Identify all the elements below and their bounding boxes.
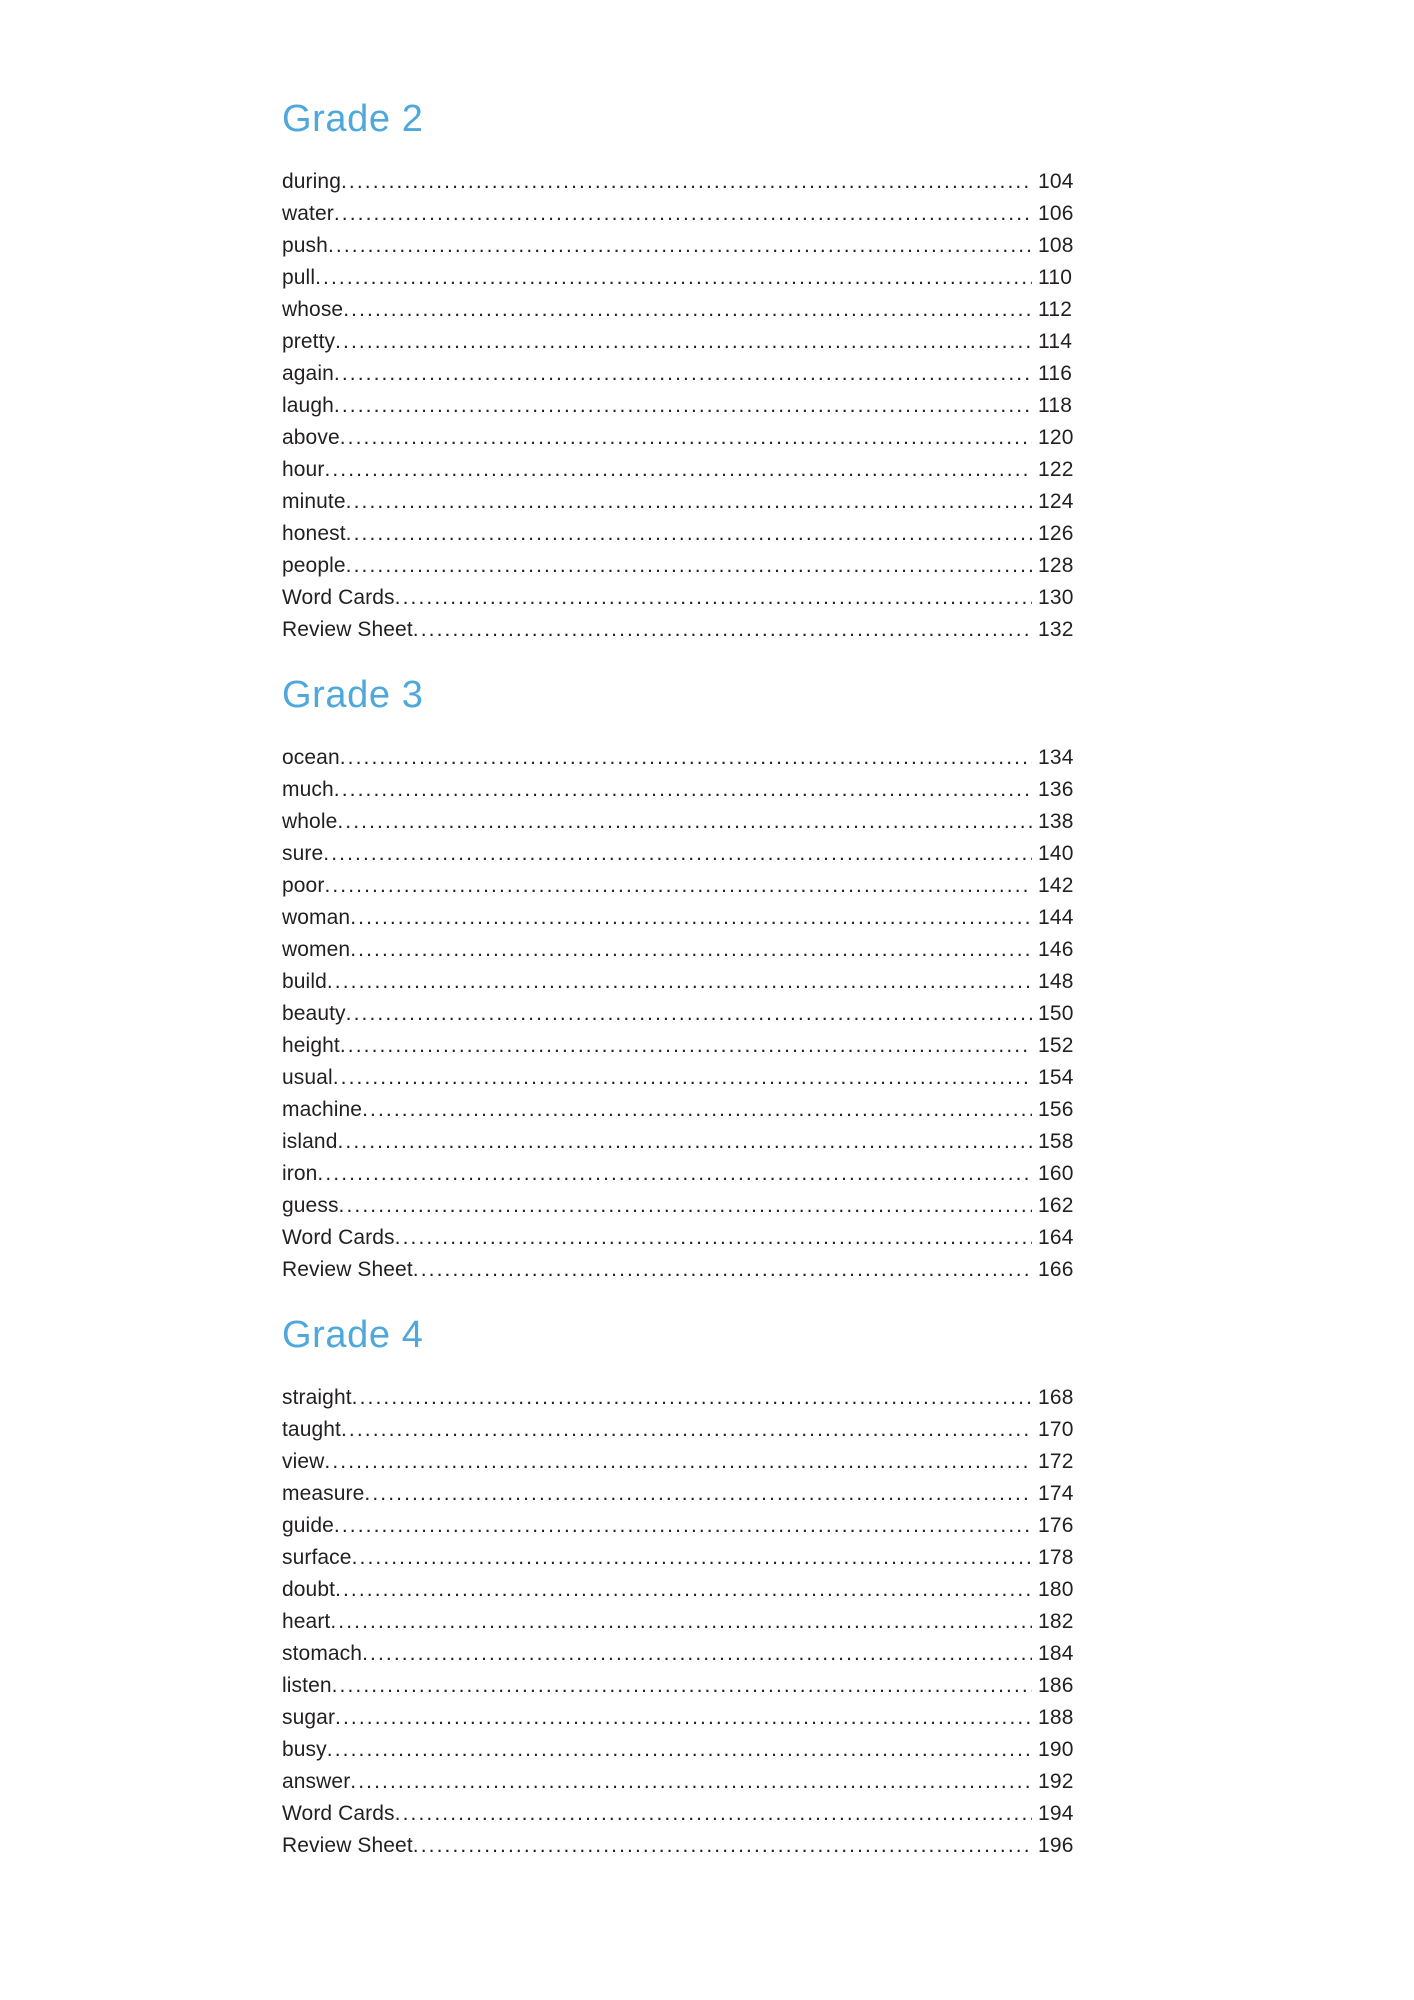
- dot-leader: [413, 619, 1032, 640]
- entry-label: Word Cards: [282, 1226, 395, 1249]
- entry-label: much: [282, 778, 334, 801]
- entry-page-number: 118: [1038, 394, 1073, 417]
- entry-label: straight: [282, 1386, 352, 1409]
- toc-entry[interactable]: [282, 1408, 1084, 1440]
- entry-page-number: 140: [1038, 842, 1074, 865]
- entry-label: measure: [282, 1482, 365, 1505]
- entry-page-number: 186: [1038, 1674, 1074, 1697]
- toc-entry[interactable]: [282, 1184, 1084, 1216]
- entry-label: guide: [282, 1514, 334, 1537]
- entry-page-number: 128: [1038, 554, 1074, 577]
- entry-label: busy: [282, 1738, 327, 1761]
- section-title: Grade 4: [282, 1314, 424, 1356]
- entry-label: machine: [282, 1098, 363, 1121]
- entry-page-number: 136: [1038, 778, 1074, 801]
- dot-leader: [317, 1163, 1032, 1184]
- entry-page-number: 174: [1038, 1482, 1074, 1505]
- entry-page-number: 120: [1038, 426, 1074, 449]
- entry-page-number: 168: [1038, 1386, 1074, 1409]
- toc-entry[interactable]: [282, 768, 1084, 800]
- entry-page-number: 182: [1038, 1610, 1074, 1633]
- toc-entry[interactable]: [282, 192, 1084, 224]
- dot-leader: [315, 267, 1032, 288]
- entry-page-number: 170: [1038, 1418, 1074, 1441]
- entry-label: laugh: [282, 394, 334, 417]
- entry-label: surface: [282, 1546, 352, 1569]
- toc-entry[interactable]: [282, 480, 1084, 512]
- dot-leader: [341, 171, 1032, 192]
- entry-page-number: 144: [1038, 906, 1074, 929]
- entry-page-number: 178: [1038, 1546, 1074, 1569]
- dot-leader: [335, 1579, 1032, 1600]
- toc-section: [282, 676, 1084, 1280]
- entry-page-number: 134: [1038, 746, 1074, 769]
- entry-label: Review Sheet: [282, 618, 413, 641]
- toc-entry[interactable]: [282, 608, 1084, 640]
- entry-label: island: [282, 1130, 338, 1153]
- entry-page-number: 138: [1038, 810, 1074, 833]
- dot-leader: [324, 875, 1032, 896]
- entry-page-number: 192: [1038, 1770, 1074, 1793]
- toc-entry[interactable]: [282, 896, 1084, 928]
- dot-leader: [350, 939, 1032, 960]
- toc-entry[interactable]: [282, 1472, 1084, 1504]
- section-title: Grade 2: [282, 98, 424, 140]
- dot-leader: [334, 395, 1032, 416]
- dot-leader: [350, 1771, 1032, 1792]
- entry-label: above: [282, 426, 340, 449]
- entry-list: [282, 1376, 1084, 1856]
- toc-entry[interactable]: [282, 1792, 1084, 1824]
- entry-label: pretty: [282, 330, 336, 353]
- dot-leader: [340, 427, 1032, 448]
- toc-entry[interactable]: [282, 544, 1084, 576]
- toc-entry[interactable]: [282, 1120, 1084, 1152]
- dot-leader: [362, 1099, 1032, 1120]
- dot-leader: [364, 1483, 1032, 1504]
- toc-entry[interactable]: [282, 1504, 1084, 1536]
- entry-label: iron: [282, 1162, 318, 1185]
- toc-entry[interactable]: [282, 832, 1084, 864]
- toc-entry[interactable]: [282, 1024, 1084, 1056]
- dot-leader: [343, 299, 1032, 320]
- section-title: Grade 3: [282, 674, 424, 716]
- dot-leader: [413, 1259, 1032, 1280]
- entry-page-number: 188: [1038, 1706, 1074, 1729]
- dot-leader: [324, 1451, 1032, 1472]
- entry-label: stomach: [282, 1642, 363, 1665]
- dot-leader: [335, 1707, 1032, 1728]
- entry-label: answer: [282, 1770, 351, 1793]
- entry-page-number: 158: [1038, 1130, 1074, 1153]
- entry-page-number: 148: [1038, 970, 1074, 993]
- toc-entry[interactable]: [282, 1056, 1084, 1088]
- entry-label: doubt: [282, 1578, 336, 1601]
- dot-leader: [339, 1195, 1032, 1216]
- entry-page-number: 122: [1038, 458, 1074, 481]
- toc-entry[interactable]: [282, 800, 1084, 832]
- toc-entry[interactable]: [282, 1760, 1084, 1792]
- entry-label: Review Sheet: [282, 1834, 413, 1857]
- entry-label: water: [282, 202, 334, 225]
- entry-label: hour: [282, 458, 325, 481]
- entry-page-number: 108: [1038, 234, 1074, 257]
- entry-page-number: 124: [1038, 490, 1074, 513]
- entry-label: Word Cards: [282, 586, 395, 609]
- dot-leader: [323, 843, 1032, 864]
- dot-leader: [346, 1003, 1032, 1024]
- entry-page-number: 146: [1038, 938, 1074, 961]
- toc-entry[interactable]: [282, 256, 1084, 288]
- toc-entry[interactable]: [282, 1536, 1084, 1568]
- entry-page-number: 114: [1038, 330, 1073, 353]
- entry-list: [282, 160, 1084, 640]
- dot-leader: [346, 491, 1032, 512]
- entry-label: heart: [282, 1610, 331, 1633]
- dot-leader: [334, 203, 1032, 224]
- entry-page-number: 162: [1038, 1194, 1074, 1217]
- entry-page-number: 164: [1038, 1226, 1074, 1249]
- dot-leader: [328, 235, 1032, 256]
- entry-list: [282, 736, 1084, 1280]
- toc-sections: [282, 100, 1084, 1856]
- entry-label: sugar: [282, 1706, 336, 1729]
- dot-leader: [395, 1227, 1032, 1248]
- entry-page-number: 156: [1038, 1098, 1074, 1121]
- dot-leader: [335, 331, 1032, 352]
- entry-label: people: [282, 554, 346, 577]
- toc-entry[interactable]: [282, 864, 1084, 896]
- dot-leader: [337, 811, 1032, 832]
- entry-label: beauty: [282, 1002, 346, 1025]
- toc-entry[interactable]: [282, 1600, 1084, 1632]
- entry-label: whole: [282, 810, 338, 833]
- dot-leader: [341, 1419, 1032, 1440]
- entry-label: taught: [282, 1418, 341, 1441]
- entry-label: usual: [282, 1066, 333, 1089]
- toc-entry[interactable]: [282, 960, 1084, 992]
- toc-entry[interactable]: [282, 992, 1084, 1024]
- toc-entry[interactable]: [282, 288, 1084, 320]
- toc-entry[interactable]: [282, 320, 1084, 352]
- toc-entry[interactable]: [282, 928, 1084, 960]
- toc-entry[interactable]: [282, 1088, 1084, 1120]
- entry-page-number: 180: [1038, 1578, 1074, 1601]
- toc-entry[interactable]: [282, 1152, 1084, 1184]
- entry-label: Review Sheet: [282, 1258, 413, 1281]
- entry-label: whose: [282, 298, 344, 321]
- entry-label: woman: [282, 906, 351, 929]
- entry-label: listen: [282, 1674, 332, 1697]
- toc-entry[interactable]: [282, 416, 1084, 448]
- toc-entry[interactable]: [282, 1664, 1084, 1696]
- toc-entry[interactable]: [282, 576, 1084, 608]
- dot-leader: [346, 523, 1032, 544]
- entry-page-number: 130: [1038, 586, 1074, 609]
- toc-entry[interactable]: [282, 1632, 1084, 1664]
- entry-page-number: 106: [1038, 202, 1074, 225]
- toc-entry[interactable]: [282, 448, 1084, 480]
- toc-entry[interactable]: [282, 1440, 1084, 1472]
- entry-label: pull: [282, 266, 316, 289]
- entry-page-number: 176: [1038, 1514, 1074, 1537]
- dot-leader: [332, 1675, 1032, 1696]
- entry-label: poor: [282, 874, 325, 897]
- toc-entry[interactable]: [282, 1568, 1084, 1600]
- dot-leader: [327, 971, 1032, 992]
- dot-leader: [395, 587, 1032, 608]
- dot-leader: [334, 363, 1032, 384]
- dot-leader: [327, 1739, 1032, 1760]
- entry-label: guess: [282, 1194, 339, 1217]
- dot-leader: [330, 1611, 1032, 1632]
- entry-page-number: 152: [1038, 1034, 1074, 1057]
- toc-entry[interactable]: [282, 1824, 1084, 1856]
- entry-page-number: 194: [1038, 1802, 1074, 1825]
- toc-entry[interactable]: [282, 1728, 1084, 1760]
- dot-leader: [337, 1131, 1032, 1152]
- dot-leader: [352, 1547, 1032, 1568]
- entry-page-number: 172: [1038, 1450, 1074, 1473]
- toc-entry[interactable]: [282, 224, 1084, 256]
- dot-leader: [362, 1643, 1032, 1664]
- toc-entry[interactable]: [282, 736, 1084, 768]
- entry-page-number: 132: [1038, 618, 1074, 641]
- entry-label: during: [282, 170, 341, 193]
- entry-label: height: [282, 1034, 340, 1057]
- toc-section: [282, 1316, 1084, 1856]
- dot-leader: [340, 1035, 1032, 1056]
- dot-leader: [334, 779, 1032, 800]
- entry-label: build: [282, 970, 327, 993]
- entry-page-number: 126: [1038, 522, 1074, 545]
- dot-leader: [340, 747, 1032, 768]
- entry-page-number: 196: [1038, 1834, 1074, 1857]
- toc-entry[interactable]: [282, 384, 1084, 416]
- toc-entry[interactable]: [282, 1216, 1084, 1248]
- entry-page-number: 110: [1038, 266, 1073, 289]
- toc-entry[interactable]: [282, 1376, 1084, 1408]
- entry-label: minute: [282, 490, 346, 513]
- entry-page-number: 150: [1038, 1002, 1074, 1025]
- dot-leader: [334, 1515, 1032, 1536]
- entry-label: sure: [282, 842, 324, 865]
- dot-leader: [395, 1803, 1032, 1824]
- dot-leader: [352, 1387, 1032, 1408]
- entry-label: again: [282, 362, 334, 385]
- toc-entry[interactable]: [282, 512, 1084, 544]
- dot-leader: [333, 1067, 1032, 1088]
- toc-entry[interactable]: [282, 160, 1084, 192]
- dot-leader: [350, 907, 1032, 928]
- entry-page-number: 116: [1038, 362, 1073, 385]
- toc-entry[interactable]: [282, 1248, 1084, 1280]
- entry-page-number: 154: [1038, 1066, 1074, 1089]
- entry-page-number: 166: [1038, 1258, 1074, 1281]
- entry-page-number: 184: [1038, 1642, 1074, 1665]
- entry-label: view: [282, 1450, 325, 1473]
- entry-page-number: 190: [1038, 1738, 1074, 1761]
- entry-page-number: 142: [1038, 874, 1074, 897]
- entry-page-number: 160: [1038, 1162, 1074, 1185]
- dot-leader: [346, 555, 1032, 576]
- entry-label: women: [282, 938, 351, 961]
- toc-entry[interactable]: [282, 1696, 1084, 1728]
- entry-label: push: [282, 234, 328, 257]
- entry-page-number: 112: [1038, 298, 1073, 321]
- entry-label: ocean: [282, 746, 340, 769]
- toc-entry[interactable]: [282, 352, 1084, 384]
- entry-label: Word Cards: [282, 1802, 395, 1825]
- entry-label: honest: [282, 522, 346, 545]
- entry-page-number: 104: [1038, 170, 1074, 193]
- toc-section: [282, 100, 1084, 640]
- dot-leader: [324, 459, 1032, 480]
- dot-leader: [413, 1835, 1032, 1856]
